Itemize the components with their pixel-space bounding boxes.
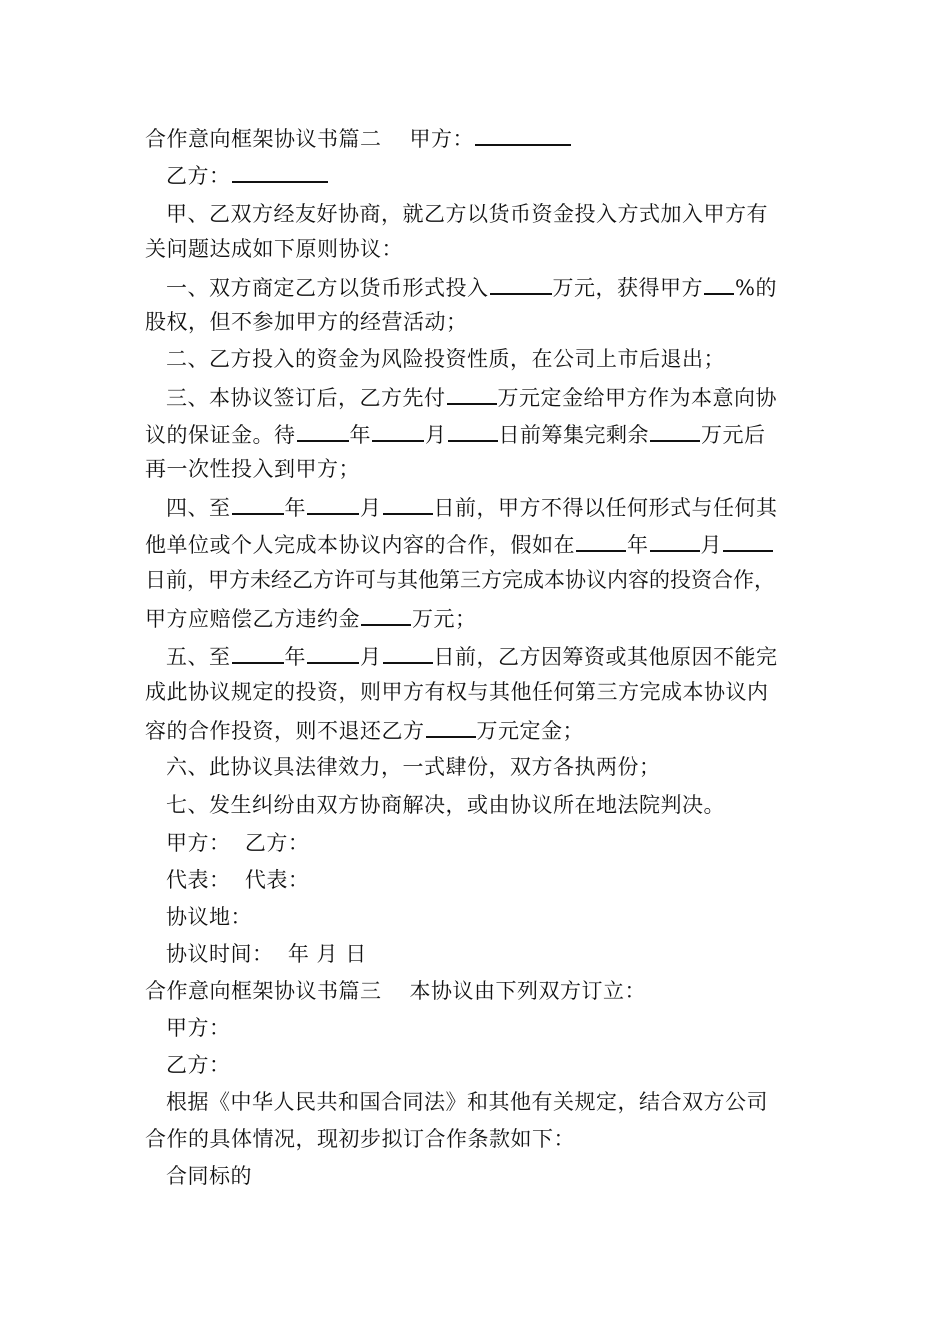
party-a-label: 甲方： bbox=[409, 127, 474, 151]
doc-line: 协议时间： 年 月 日 bbox=[166, 942, 367, 966]
doc-line: 六、此协议具法律效力，一式肆份，双方各执两份； bbox=[166, 755, 661, 779]
doc-line: 四、至 年 月 日前，甲方不得以任何形式与任何其 bbox=[166, 491, 778, 523]
doc-line: 三、本协议签订后，乙方先付 万元定金给甲方作为本意向协 bbox=[166, 381, 777, 413]
blank-line bbox=[232, 159, 328, 183]
doc-line bbox=[145, 122, 572, 154]
doc-line: 甲方应赔偿乙方违约金 万元； bbox=[145, 602, 477, 634]
blank-line bbox=[232, 491, 284, 515]
doc-line: 关问题达成如下原则协议： bbox=[145, 237, 403, 261]
doc-line: 代表： 代表： bbox=[166, 868, 310, 892]
doc-line: 他单位或个人完成本协议内容的合作，假如在 年 月 bbox=[145, 528, 774, 560]
blank-line bbox=[704, 271, 734, 295]
blank-line bbox=[361, 602, 411, 626]
blank-line bbox=[383, 491, 433, 515]
blank-line bbox=[426, 714, 476, 738]
blank-line bbox=[650, 418, 700, 442]
doc-line: 甲方： bbox=[166, 1016, 231, 1040]
blank-line bbox=[475, 122, 571, 146]
blank-line bbox=[372, 418, 424, 442]
doc-line: 议的保证金。待 年 月 日前筹集完剩余 万元后 bbox=[145, 418, 766, 450]
blank-line bbox=[307, 491, 359, 515]
party-b-label: 乙方： bbox=[166, 164, 231, 188]
blank-line bbox=[723, 528, 773, 552]
doc-line: 股权，但不参加甲方的经营活动； bbox=[145, 310, 468, 334]
blank-line bbox=[576, 528, 626, 552]
blank-line bbox=[297, 418, 349, 442]
doc-line: 日前，甲方未经乙方许可与其他第三方完成本协议内容的投资合作， bbox=[145, 568, 775, 592]
doc-line: 二、乙方投入的资金为风险投资性质，在公司上市后退出； bbox=[166, 347, 725, 371]
doc-line: 甲方： 乙方： bbox=[166, 831, 310, 855]
blank-line bbox=[307, 640, 359, 664]
blank-line bbox=[490, 271, 552, 295]
doc-line: 根据《中华人民共和国合同法》和其他有关规定，结合双方公司 bbox=[166, 1090, 768, 1114]
doc-line: 一、双方商定乙方以货币形式投入 万元，获得甲方 %的 bbox=[166, 271, 777, 303]
blank-line bbox=[448, 418, 498, 442]
doc-line: 协议地： bbox=[166, 905, 252, 929]
doc-line bbox=[166, 159, 329, 191]
doc-line: 再一次性投入到甲方； bbox=[145, 457, 360, 481]
doc-line: 合作的具体情况，现初步拟订合作条款如下： bbox=[145, 1127, 575, 1151]
blank-line bbox=[650, 528, 700, 552]
doc-line: 七、发生纠纷由双方协商解决，或由协议所在地法院判决。 bbox=[166, 793, 725, 817]
doc-line: 乙方： bbox=[166, 1053, 231, 1077]
blank-line bbox=[447, 381, 497, 405]
blank-line bbox=[232, 640, 284, 664]
blank-line bbox=[383, 640, 433, 664]
doc-line: 容的合作投资，则不退还乙方 万元定金； bbox=[145, 714, 584, 746]
section-title: 合作意向框架协议书篇三 bbox=[145, 979, 382, 1003]
doc-line: 甲、乙双方经友好协商，就乙方以货币资金投入方式加入甲方有 bbox=[166, 202, 768, 226]
doc-line: 合作意向框架协议书篇三 本协议由下列双方订立： bbox=[145, 979, 646, 1003]
doc-line: 成此协议规定的投资，则甲方有权与其他任何第三方完成本协议内 bbox=[145, 680, 769, 704]
section-title: 合作意向框架协议书篇二 bbox=[145, 127, 382, 151]
doc-line: 合同标的 bbox=[166, 1164, 252, 1188]
doc-line: 五、至 年 月 日前，乙方因筹资或其他原因不能完 bbox=[166, 640, 778, 672]
